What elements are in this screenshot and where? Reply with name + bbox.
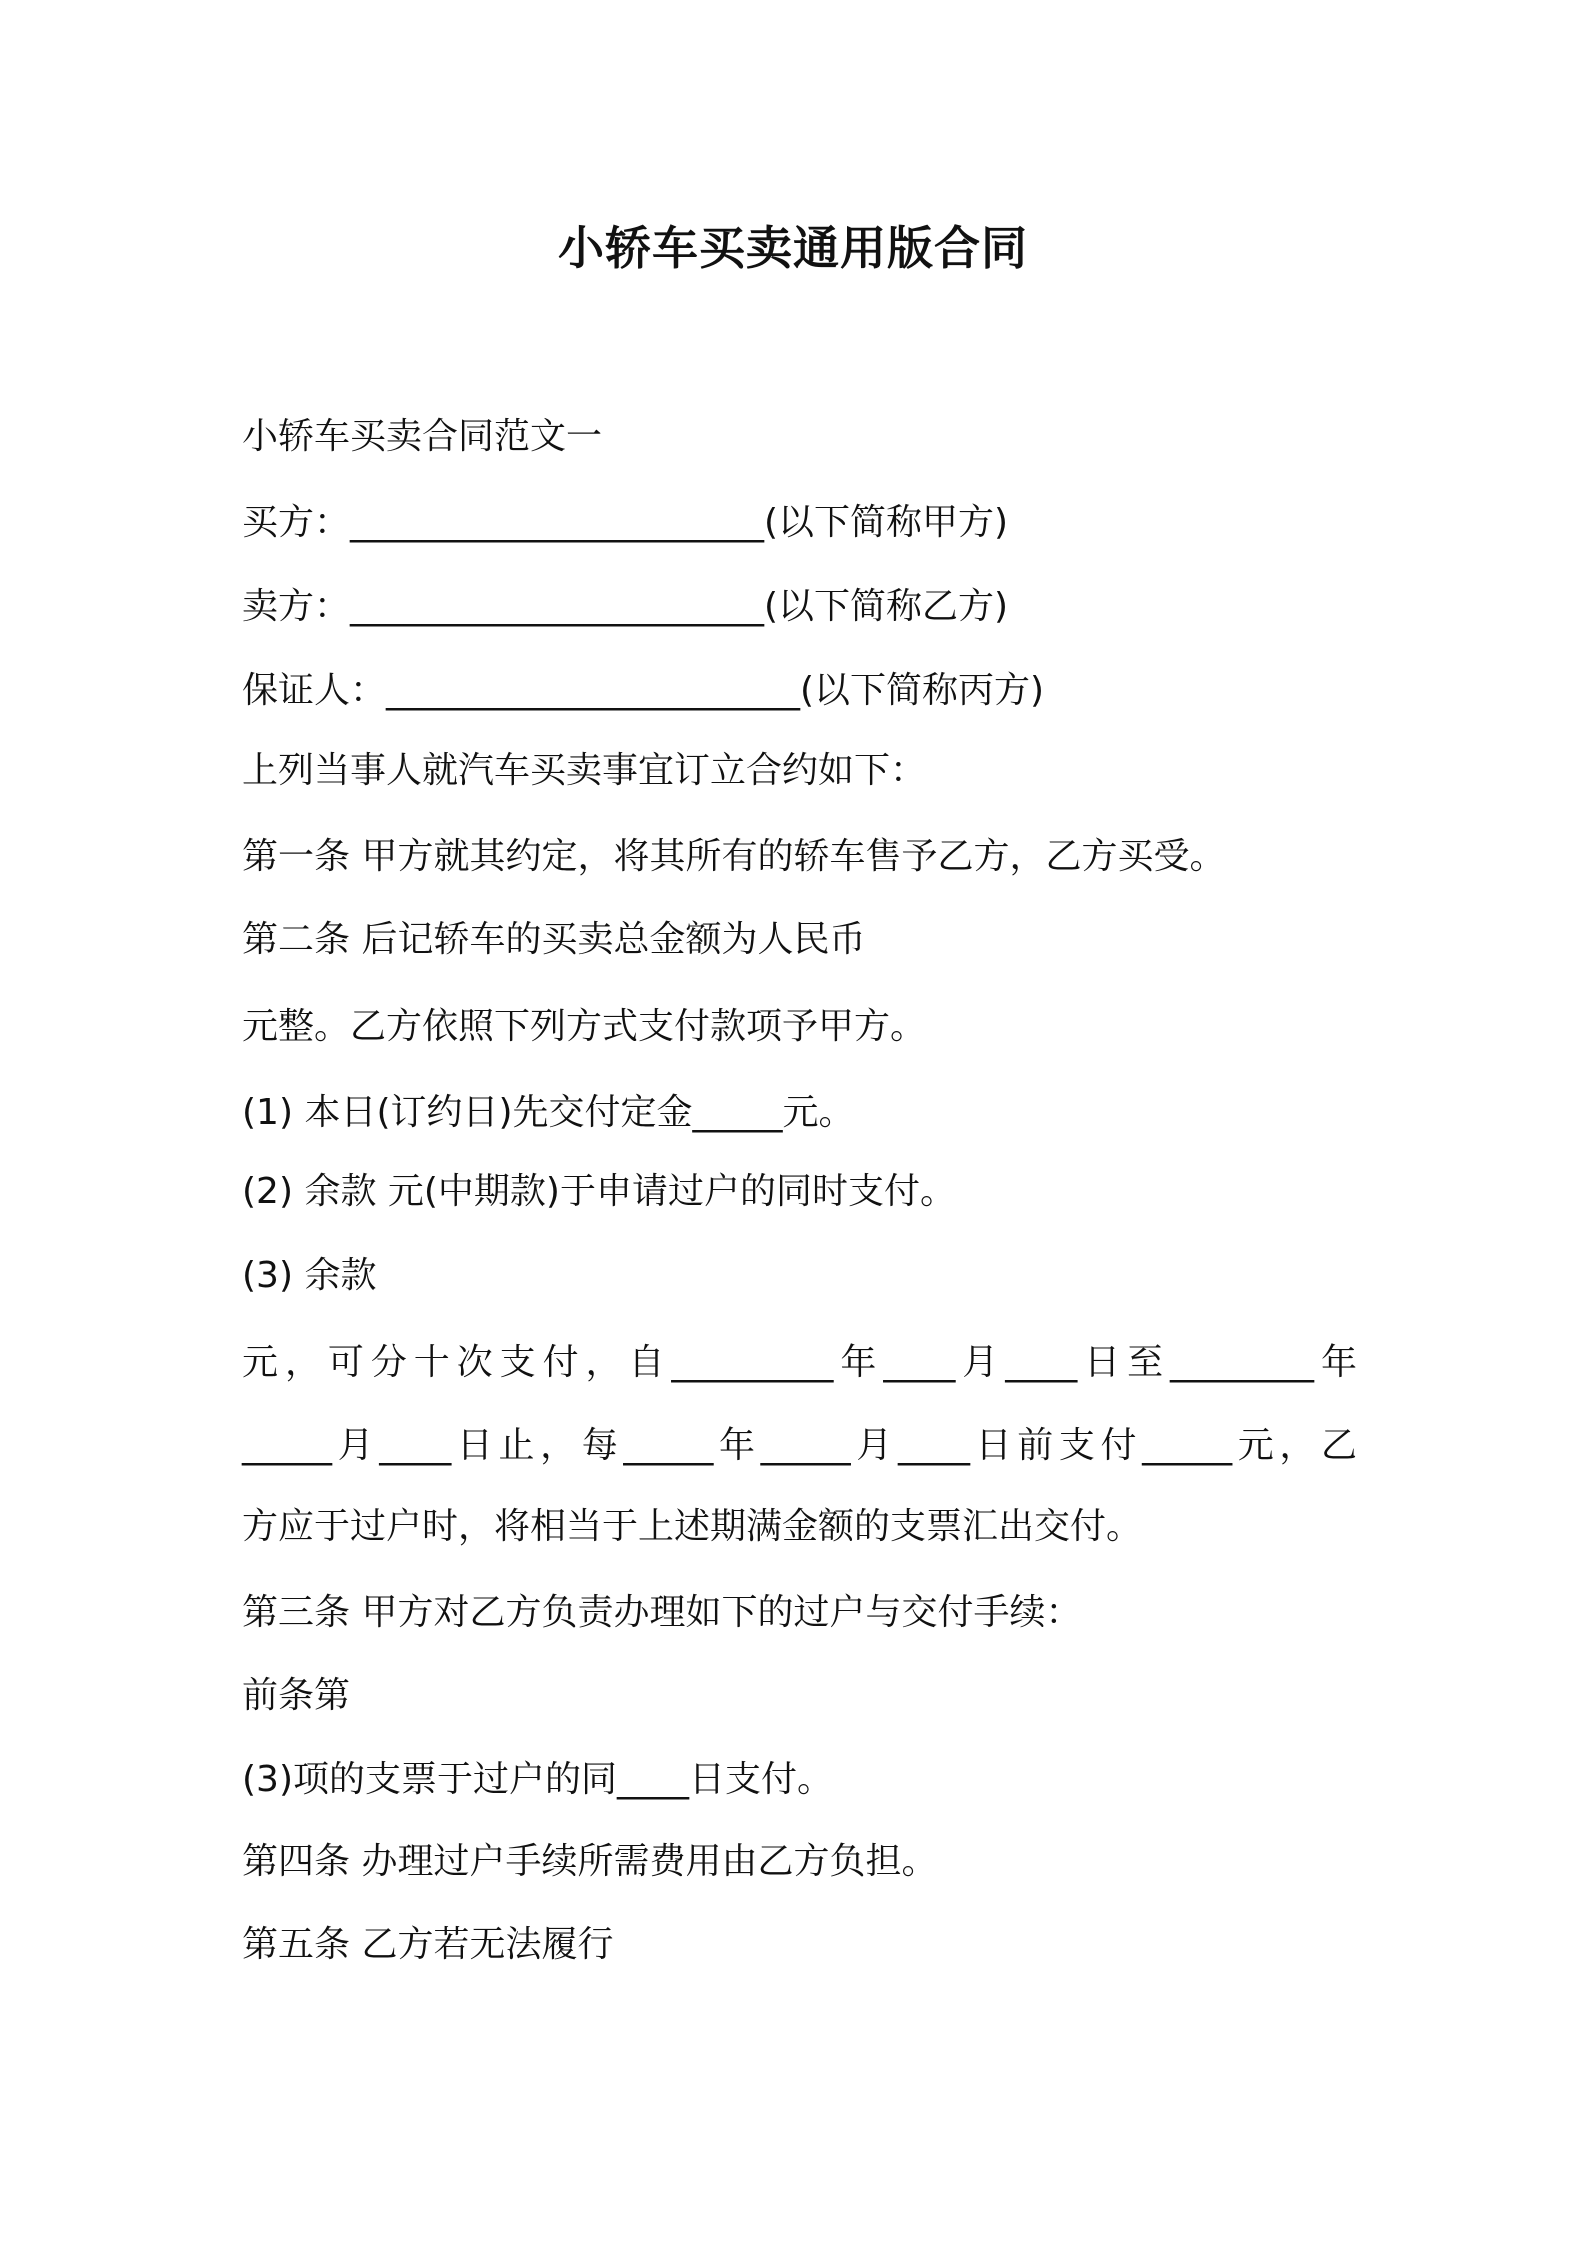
article-3: 第三条 甲方对乙方负责办理如下的过户与交付手续： bbox=[242, 1592, 1082, 1633]
buyer-line: 买方：_______________________(以下简称甲方) bbox=[242, 502, 1009, 543]
article-2: 第二条 后记轿车的买卖总金额为人民币 bbox=[242, 919, 866, 960]
article-4: 第四条 办理过户手续所需费用由乙方负担。 bbox=[242, 1841, 938, 1882]
article-5: 第五条 乙方若无法履行 bbox=[242, 1924, 614, 1965]
article-2-continued: 元整。乙方依照下列方式支付款项予甲方。 bbox=[242, 1006, 927, 1047]
payment-item-3-line-1: 元，可分十次支付，自_________年____月____日至________年 bbox=[242, 1342, 1357, 1383]
section-heading: 小轿车买卖合同范文一 bbox=[242, 416, 603, 457]
document-title: 小轿车买卖通用版合同 bbox=[558, 221, 1028, 275]
payment-item-3-line-3: 方应于过户时，将相当于上述期满金额的支票汇出交付。 bbox=[242, 1506, 1143, 1547]
payment-item-3: (3) 余款 bbox=[242, 1255, 377, 1296]
payment-item-3-line-2: _____月____日止，每_____年_____月____日前支付_____元，乙 bbox=[242, 1425, 1357, 1466]
article-3-line-1: 前条第 bbox=[242, 1675, 351, 1716]
article-1: 第一条 甲方就其约定，将其所有的轿车售予乙方，乙方买受。 bbox=[242, 836, 1226, 877]
payment-item-2: (2) 余款 元(中期款)于申请过户的同时支付。 bbox=[242, 1171, 956, 1212]
preamble-line: 上列当事人就汽车买卖事宜订立合约如下： bbox=[242, 750, 927, 791]
payment-item-1: (1) 本日(订约日)先交付定金_____元。 bbox=[242, 1092, 855, 1133]
guarantor-line: 保证人：_______________________(以下简称丙方) bbox=[242, 670, 1045, 711]
article-3-line-2: (3)项的支票于过户的同____日支付。 bbox=[242, 1759, 833, 1800]
seller-line: 卖方：_______________________(以下简称乙方) bbox=[242, 586, 1009, 627]
